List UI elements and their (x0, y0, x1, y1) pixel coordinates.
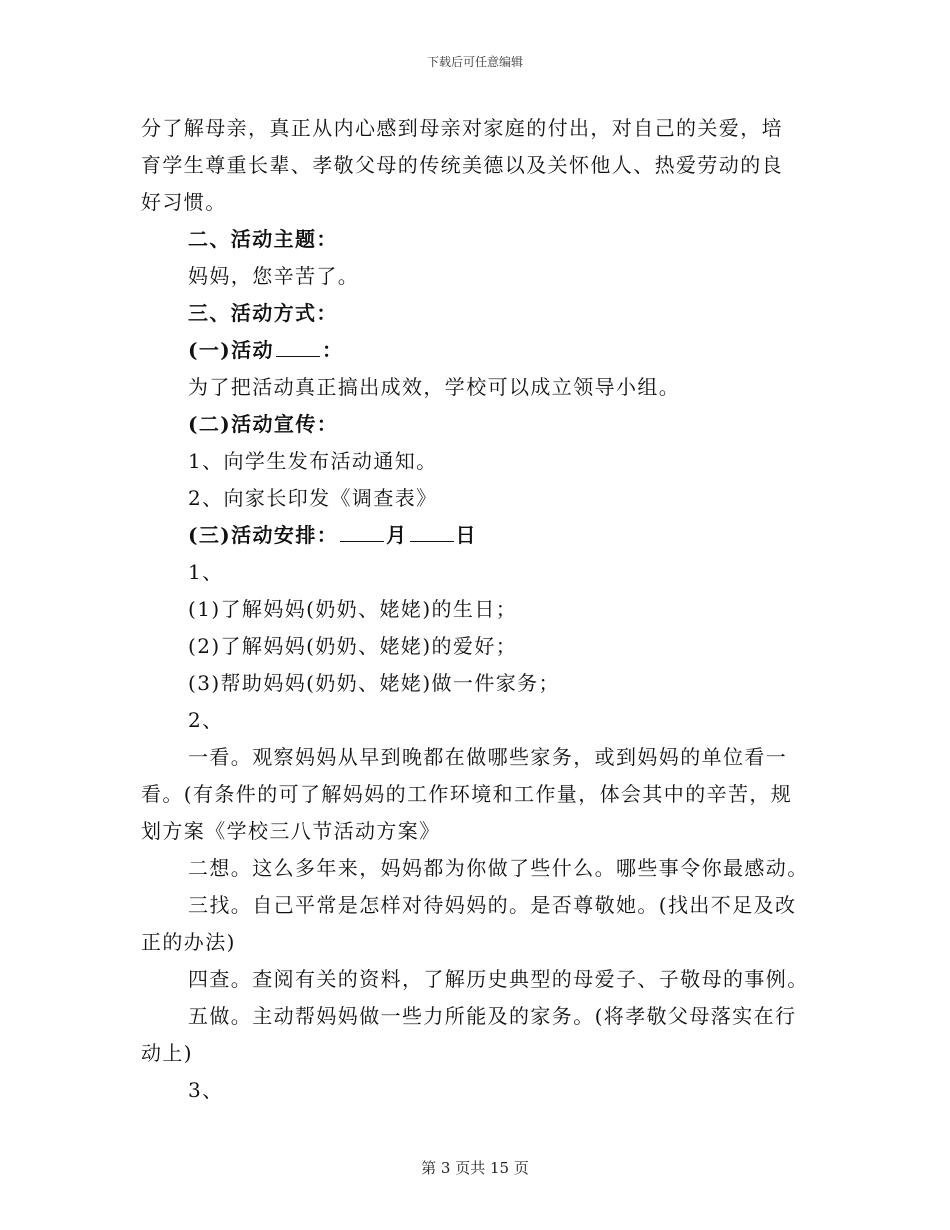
paragraph-line: 为了把活动真正搞出成效，学校可以成立领导小组。 (188, 375, 681, 399)
list-item: 1、向学生发布活动通知。 (188, 449, 438, 473)
subheading-activity (141, 332, 805, 369)
colon: ： (321, 338, 344, 362)
paragraph-line: 四查。查阅有关的资料，了解历史典型的母爱子、子敬母的事例。 (188, 967, 809, 991)
section-heading-method: 三、活动方式： (188, 301, 338, 325)
subheading-schedule (141, 517, 805, 554)
paragraph-line: 正的办法) (141, 930, 236, 954)
paragraph-line: 育学生尊重长辈、孝敬父母的传统美德以及关怀他人、热爱劳动的良 (141, 153, 783, 177)
section-heading-theme: 二、活动主题： (188, 227, 338, 251)
list-item: (1)了解妈妈(奶奶、姥姥)的生日； (188, 597, 518, 621)
list-item: 2、 (188, 708, 224, 732)
month-label: 月 (386, 523, 408, 547)
day-label: 日 (455, 523, 477, 547)
fill-in-blank (276, 338, 320, 357)
paragraph-line: 二想。这么多年来，妈妈都为你做了些什么。哪些事令你最感动。 (188, 856, 809, 880)
paragraph-line: 妈妈，您辛苦了。 (188, 264, 360, 288)
subheading-publicity: (二)活动宣传： (188, 412, 339, 436)
fill-in-blank-month (340, 523, 384, 542)
paragraph-line: 五做。主动帮妈妈做一些力所能及的家务。(将孝敬父母落实在行 (188, 1004, 797, 1028)
fill-in-blank-day (410, 523, 454, 542)
list-item: (3)帮助妈妈(奶奶、姥姥)做一件家务； (188, 671, 560, 695)
paragraph-line: 动上) (141, 1041, 194, 1065)
list-item: 3、 (188, 1078, 224, 1102)
page-number: 第 3 页共 15 页 (421, 1159, 529, 1177)
list-item: 2、向家长印发《调查表》 (188, 486, 438, 510)
subheading-text: (三)活动安排： (188, 523, 339, 547)
list-item: 1、 (188, 560, 224, 584)
list-item: (2)了解妈妈(奶奶、姥姥)的爱好； (188, 634, 518, 658)
paragraph-line: 三找。自己平常是怎样对待妈妈的。是否尊敬她。(找出不足及改 (188, 893, 797, 917)
paragraph-line: 一看。观察妈妈从早到晚都在做哪些家务，或到妈妈的单位看一 (188, 745, 788, 769)
paragraph-line: 看。(有条件的可了解妈妈的工作环境和工作量，体会其中的辛苦，规 (141, 782, 793, 806)
subheading-text: (一)活动 (188, 338, 274, 362)
paragraph-line: 划方案《学校三八节活动方案》 (141, 819, 441, 843)
document-body (141, 110, 809, 1109)
page-header: 下载后可任意编辑 (426, 55, 523, 69)
paragraph-line: 好习惯。 (141, 190, 227, 214)
paragraph-line: 分了解母亲，真正从内心感到母亲对家庭的付出，对自己的关爱，培 (141, 116, 783, 140)
